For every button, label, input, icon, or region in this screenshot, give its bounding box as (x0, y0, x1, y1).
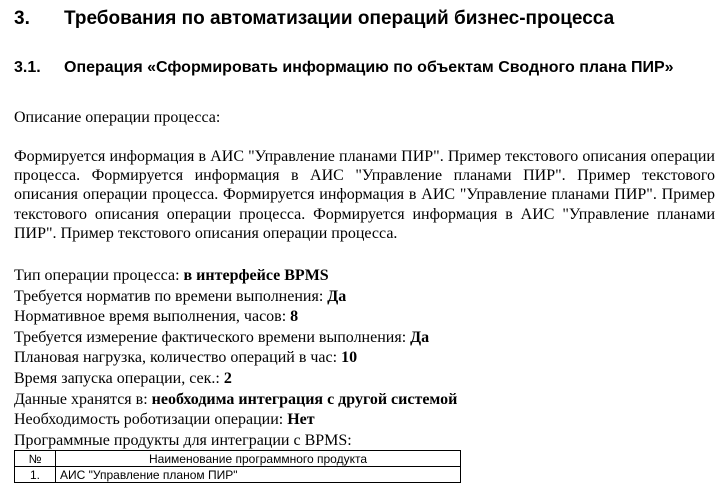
property-launch-time (14, 369, 714, 390)
row-number-cell: 1. (15, 467, 56, 483)
description-label: Описание операции процесса: (14, 109, 221, 126)
property-value: Да (327, 287, 347, 305)
property-value: 2 (223, 369, 232, 387)
products-table (14, 450, 461, 483)
property-label: Требуется измерение фактического времени выполнения: (14, 328, 411, 346)
property-value: 10 (341, 349, 358, 367)
integration-label: Программные продукты для интеграции с BPMS: (14, 431, 352, 449)
section-number: 3. (14, 8, 30, 29)
column-header-product-name: Наименование программного продукта (56, 451, 461, 467)
property-label: Требуется норматив по времени выполнения: (14, 287, 328, 305)
property-value: необходима интеграция с другой системой (151, 390, 458, 408)
properties-list (14, 266, 714, 451)
column-header-number: № (15, 451, 56, 467)
property-label: Тип операции процесса: (14, 267, 184, 284)
property-norm-time (14, 307, 714, 328)
property-label: Нормативное время выполнения, часов: (14, 308, 291, 326)
property-time-norm-required (14, 287, 714, 308)
property-value: в интерфейсе BPMS (183, 267, 329, 284)
subsection-number: 3.1. (14, 59, 41, 76)
property-planned-load (14, 348, 714, 369)
property-robotization (14, 410, 714, 431)
table-row (15, 467, 461, 483)
property-data-storage (14, 390, 714, 411)
property-operation-type (14, 266, 714, 287)
property-label: Плановая нагрузка, количество операций в час: (14, 349, 342, 367)
property-value: Да (410, 328, 430, 346)
product-name-cell: АИС "Управление планом ПИР" (56, 467, 461, 483)
table-header-row (15, 451, 461, 467)
subsection-title: Операция «Сформировать информацию по объектам Сводного плана ПИР» (64, 59, 674, 76)
description-text: Формируется информация в АИС "Управление планами ПИР". Пример текстового описания операции процесса. Формируется информация в АИС "Управление планами ПИР". Пример текстового описания операции процесса. Формируется информация в АИС "Управление планами ПИР". Пример текстового описания операции процесса. Формируется информация в АИС "Управление планами ПИР". Пример текстового описания операции процесса. (14, 148, 715, 242)
property-value: Нет (287, 411, 315, 429)
property-label: Данные хранятся в: (14, 390, 152, 408)
property-label: Необходимость роботизации операции: (14, 411, 288, 429)
property-value: 8 (290, 308, 299, 326)
section-title: Требования по автоматизации операций бизнес-процесса (64, 8, 615, 29)
property-actual-time-measure (14, 328, 714, 349)
property-label: Время запуска операции, сек.: (14, 369, 224, 387)
